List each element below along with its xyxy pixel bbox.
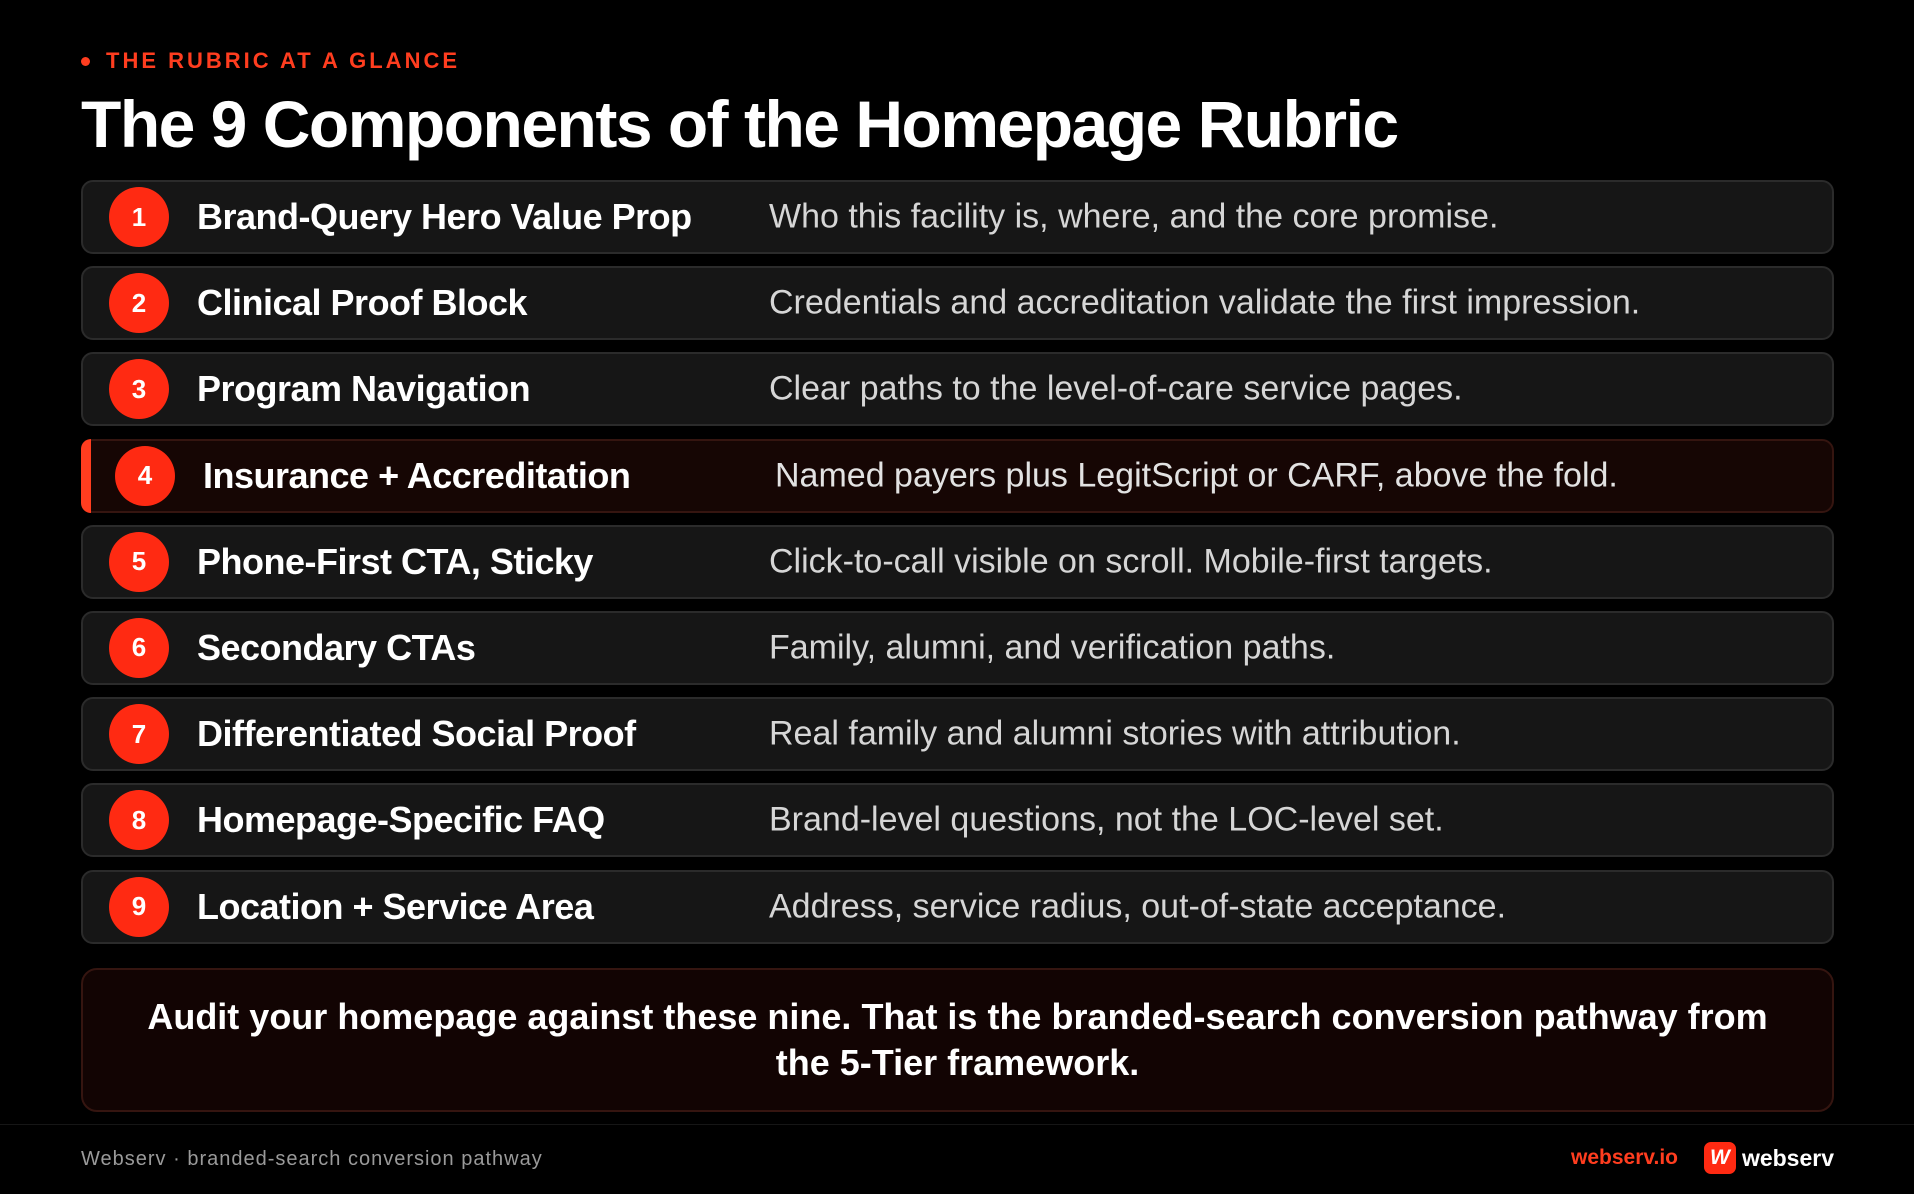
component-name: Location + Service Area bbox=[197, 885, 594, 927]
page-title: The 9 Components of the Homepage Rubric bbox=[81, 87, 1398, 161]
component-name: Insurance + Accreditation bbox=[203, 454, 631, 496]
eyebrow-text: THE RUBRIC AT A GLANCE bbox=[106, 48, 461, 73]
number-badge: 4 bbox=[115, 446, 175, 506]
component-row-1 bbox=[81, 180, 1834, 254]
webserv-logo-icon: W bbox=[1704, 1142, 1736, 1174]
brand-logo bbox=[1704, 1142, 1834, 1174]
component-description: Named payers plus LegitScript or CARF, above the fold. bbox=[775, 456, 1618, 495]
number-badge: 8 bbox=[109, 790, 169, 850]
component-name: Program Navigation bbox=[197, 368, 531, 410]
component-row-8 bbox=[81, 783, 1834, 857]
component-row-2 bbox=[81, 266, 1834, 340]
website-link[interactable]: webserv.io bbox=[1571, 1146, 1678, 1169]
component-name: Homepage-Specific FAQ bbox=[197, 799, 605, 841]
component-row-5 bbox=[81, 525, 1834, 599]
component-description: Family, alumni, and verification paths. bbox=[769, 628, 1336, 667]
number-badge: 6 bbox=[109, 618, 169, 678]
component-description: Who this facility is, where, and the core promise. bbox=[769, 197, 1499, 236]
component-description: Credentials and accreditation validate the first impression. bbox=[769, 283, 1641, 322]
number-badge: 7 bbox=[109, 704, 169, 764]
component-description: Click-to-call visible on scroll. Mobile-first targets. bbox=[769, 542, 1493, 581]
component-name: Clinical Proof Block bbox=[197, 282, 528, 324]
component-row-4-highlighted bbox=[81, 439, 1834, 513]
component-row-3 bbox=[81, 352, 1834, 426]
component-description: Brand-level questions, not the LOC-level set. bbox=[769, 800, 1444, 839]
component-row-6 bbox=[81, 611, 1834, 685]
component-row-9 bbox=[81, 870, 1834, 944]
footer-caption: Webserv · branded-search conversion pathway bbox=[81, 1148, 543, 1170]
number-badge: 5 bbox=[109, 532, 169, 592]
brand-name: webserv bbox=[1741, 1144, 1834, 1171]
callout-text: Audit your homepage against these nine. That is the branded-search conversion pathway from the 5-Tier framework. bbox=[147, 996, 1768, 1083]
number-badge: 3 bbox=[109, 359, 169, 419]
eyebrow bbox=[81, 48, 460, 74]
number-badge: 1 bbox=[109, 187, 169, 247]
component-row-7 bbox=[81, 697, 1834, 771]
component-name: Differentiated Social Proof bbox=[197, 713, 636, 755]
number-badge: 2 bbox=[109, 273, 169, 333]
component-list bbox=[81, 180, 1834, 956]
component-description: Address, service radius, out-of-state acceptance. bbox=[769, 887, 1507, 925]
component-name: Brand-Query Hero Value Prop bbox=[197, 196, 692, 237]
component-description: Clear paths to the level-of-care service pages. bbox=[769, 369, 1463, 408]
number-badge: 9 bbox=[109, 877, 169, 937]
callout-box bbox=[81, 968, 1834, 1112]
footer-divider bbox=[0, 1124, 1914, 1125]
component-name: Phone-First CTA, Sticky bbox=[197, 540, 593, 582]
component-name: Secondary CTAs bbox=[197, 626, 476, 668]
component-description: Real family and alumni stories with attribution. bbox=[769, 714, 1461, 753]
eyebrow-dot-icon bbox=[81, 57, 90, 66]
